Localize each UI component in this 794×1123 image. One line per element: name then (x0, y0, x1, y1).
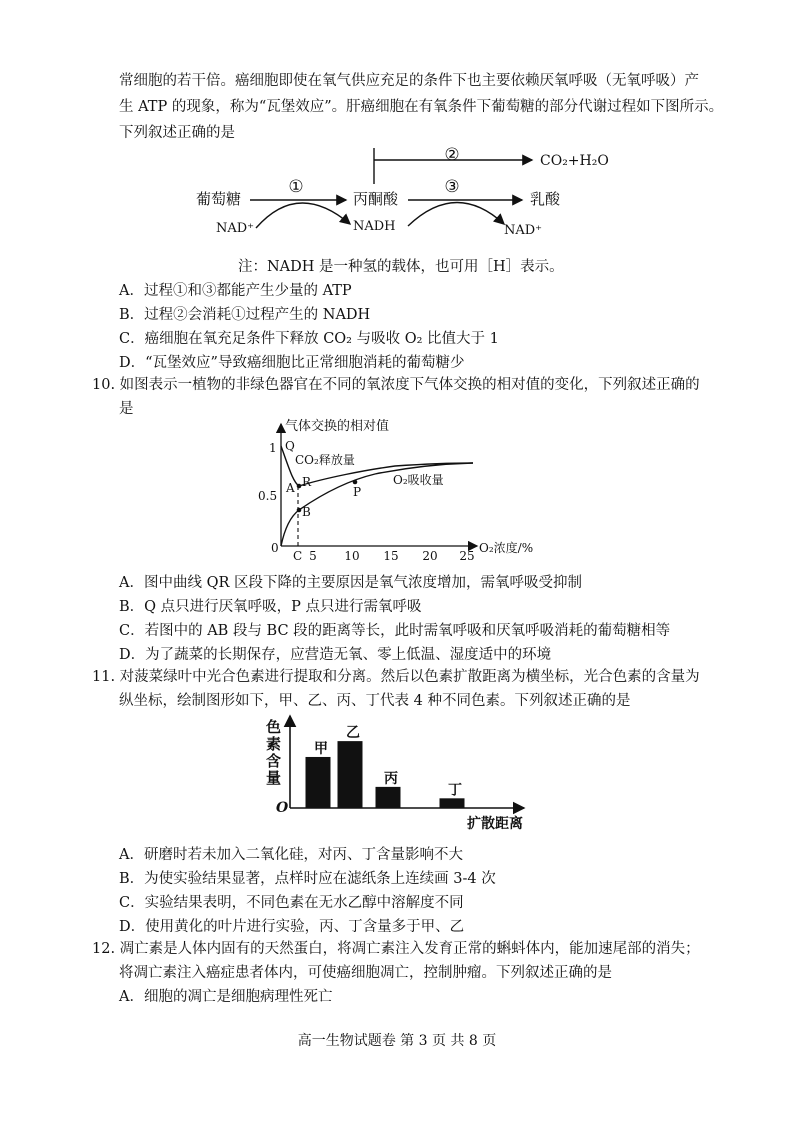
y-axis-label: 气体交换的相对值 (285, 419, 390, 434)
gas-exchange-chart (255, 412, 555, 562)
metabolism-diagram (170, 140, 630, 250)
step2-label: ② (444, 145, 460, 165)
point-b-dot (297, 508, 302, 513)
pyruvate-label: 丙酮酸 (353, 190, 399, 208)
x-tick-20: 20 (422, 549, 438, 562)
nad-to-nadh-curve (256, 203, 350, 228)
q10-option-c[interactable]: C．若图中的 AB 段与 BC 段的距离等长，此时需氧呼吸和厌氧呼吸消耗的葡萄糖相等 (119, 623, 671, 639)
q11-option-d[interactable]: D．使用黄化的叶片进行实验，丙、丁含量多于甲、乙 (119, 919, 465, 935)
point-r-dot (297, 484, 302, 489)
pigment-bar-label-4: 丁 (448, 782, 462, 799)
pigment-bar-chart (262, 712, 542, 832)
q9-option-c[interactable]: C．癌细胞在氧充足条件下释放 CO₂ 与吸收 O₂ 比值大于 1 (119, 331, 499, 347)
x-tick-15: 15 (383, 549, 399, 562)
nadh-to-nad-curve (408, 202, 504, 226)
pigment-bar-2 (338, 741, 363, 808)
q11-stem-line-2: 纵坐标，绘制图形如下，甲、乙、丙、丁代表 4 种不同色素。下列叙述正确的是 (119, 693, 631, 709)
point-p-label: P (353, 485, 362, 499)
y-tick-05: 0.5 (258, 489, 278, 503)
q9-option-a[interactable]: A．过程①和③都能产生少量的 ATP (119, 283, 352, 299)
step3-label: ③ (444, 177, 460, 197)
q11-option-c[interactable]: C．实验结果表明，不同色素在无水乙醇中溶解度不同 (119, 895, 464, 911)
q11-option-b[interactable]: B．为使实验结果显著，点样时应在滤纸条上连续画 3-4 次 (119, 871, 496, 887)
q9-note: 注：NADH 是一种氢的载体，也可用［H］表示。 (238, 259, 564, 275)
bar-chart-y-label-char: 含 (266, 752, 282, 770)
bar-chart-y-label-char: 素 (266, 735, 282, 753)
origin-label: 0 (271, 541, 279, 555)
point-c-label: C (293, 549, 303, 562)
q10-stem-line-2: 是 (119, 401, 134, 417)
q10-option-b[interactable]: B．Q 点只进行厌氧呼吸，P 点只进行需氧呼吸 (119, 599, 422, 615)
co2-h2o-product: CO₂+H₂O (540, 153, 609, 169)
glucose-label: 葡萄糖 (196, 190, 242, 208)
q11-stem-line-1: 11. 对菠菜绿叶中光合色素进行提取和分离。然后以色素扩散距离为横坐标，光合色素的含量为 (92, 669, 700, 685)
pigment-bar-1 (306, 757, 331, 808)
x-axis-label: O₂浓度/% (479, 541, 534, 555)
point-b-label: B (302, 505, 311, 519)
nad-out-label: NAD⁺ (504, 223, 543, 238)
pigment-bar-3 (376, 787, 401, 808)
page-footer: 高一生物试题卷 第 3 页 共 8 页 (297, 1033, 497, 1049)
q9-option-d[interactable]: D．“瓦堡效应”导致癌细胞比正常细胞消耗的葡萄糖少 (119, 355, 465, 371)
bar-chart-x-label: 扩散距离 (467, 816, 523, 832)
bar-chart-origin: O (276, 800, 289, 816)
co2-curve-label: CO₂释放量 (295, 453, 355, 467)
q9-option-b[interactable]: B．过程②会消耗①过程产生的 NADH (119, 307, 371, 323)
point-p-dot (353, 480, 358, 485)
q11-option-a[interactable]: A．研磨时若未加入二氧化硅，对丙、丁含量影响不大 (119, 847, 463, 863)
pigment-bar-4 (440, 798, 465, 808)
pigment-bar-label-1: 甲 (314, 740, 328, 757)
point-q-label: Q (285, 439, 295, 453)
q10-option-d[interactable]: D．为了蔬菜的长期保存，应营造无氧、零上低温、湿度适中的环境 (119, 647, 552, 663)
q12-stem-line-2: 将凋亡素注入癌症患者体内，可使癌细胞凋亡，控制肿瘤。下列叙述正确的是 (119, 965, 612, 981)
step1-label: ① (288, 177, 304, 197)
x-tick-5: 5 (309, 549, 317, 562)
pigment-bar-label-2: 乙 (346, 725, 360, 742)
pigment-bar-label-3: 丙 (384, 770, 398, 787)
lactate-label: 乳酸 (530, 190, 561, 208)
q9-intro-line-2: 生 ATP 的现象，称为“瓦堡效应”。肝癌细胞在有氧条件下葡萄糖的部分代谢过程如下图所示。 (119, 99, 724, 115)
y-tick-1: 1 (269, 441, 277, 455)
bar-chart-y-label-char: 量 (266, 769, 282, 787)
q9-intro-line-3: 下列叙述正确的是 (119, 125, 235, 141)
point-a-label: A (286, 481, 295, 495)
q12-stem-line-1: 12. 凋亡素是人体内固有的天然蛋白，将凋亡素注入发育正常的蝌蚪体内，能加速尾部的消失； (92, 941, 700, 957)
x-tick-25: 25 (459, 549, 475, 562)
q10-stem-line-1: 10. 如图表示一植物的非绿色器官在不同的氧浓度下气体交换的相对值的变化，下列叙述正确的 (92, 377, 700, 393)
point-r-label: R (302, 475, 312, 489)
q10-option-a[interactable]: A．图中曲线 QR 区段下降的主要原因是氧气浓度增加，需氧呼吸受抑制 (119, 575, 582, 591)
nadh-label: NADH (353, 219, 396, 234)
q9-intro-line-1: 常细胞的若干倍。癌细胞即使在氧气供应充足的条件下也主要依赖厌氧呼吸（无氧呼吸）产 (119, 73, 699, 89)
o2-curve-label: O₂吸收量 (393, 473, 444, 487)
bar-chart-y-label-char: 色 (266, 718, 282, 736)
nad-in-label: NAD⁺ (216, 221, 255, 236)
x-tick-10: 10 (344, 549, 360, 562)
q12-option-a[interactable]: A．细胞的凋亡是细胞病理性死亡 (119, 989, 333, 1005)
